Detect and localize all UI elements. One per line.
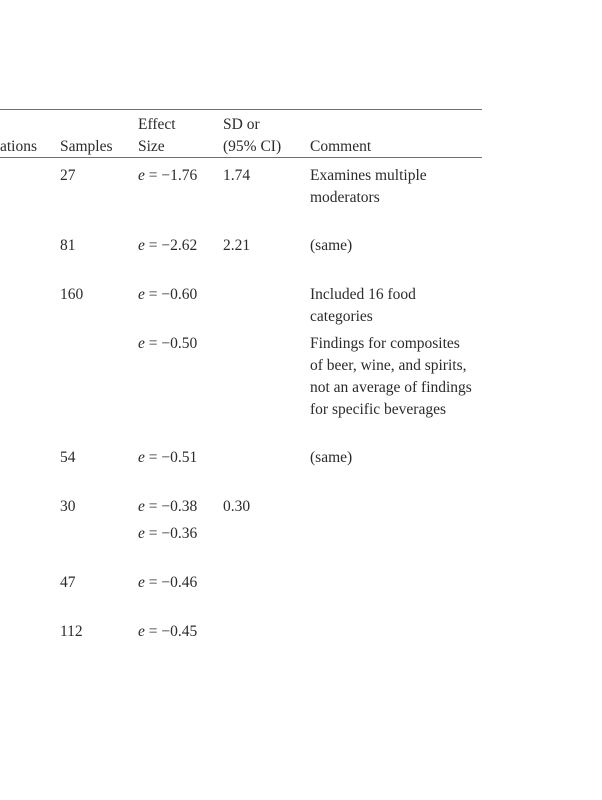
cell-effect-size [138, 447, 197, 469]
cell-sd: 1.74 [223, 167, 251, 184]
cell-samples: 54 [60, 449, 76, 466]
cell-samples: 81 [60, 237, 76, 254]
cell-comment: (same) [310, 237, 353, 254]
effect-value: = −0.38 [144, 498, 198, 515]
effect-symbol: e [138, 167, 145, 184]
effect-value: = −0.45 [144, 623, 198, 640]
effect-value: = −0.60 [144, 286, 198, 303]
effect-symbol: e [138, 498, 145, 515]
effect-symbol: e [138, 449, 145, 466]
cell-effect-size [138, 621, 197, 643]
cell-effect-size [138, 333, 197, 355]
cell-samples: 112 [60, 623, 83, 640]
effect-value: = −0.50 [144, 335, 198, 352]
cell-sd: 2.21 [223, 237, 251, 254]
header-samples: Samples [60, 138, 113, 155]
table-top-rule [0, 109, 482, 110]
effect-value: = −2.62 [144, 237, 198, 254]
effect-symbol: e [138, 574, 145, 591]
header-sd-line2: (95% CI) [223, 138, 282, 155]
effect-symbol: e [138, 623, 145, 640]
effect-symbol: e [138, 335, 145, 352]
cell-effect-size [138, 523, 197, 545]
cell-comment: Findings for composites of beer, wine, and spirits, not an average of findings for specific beverages [310, 335, 472, 418]
effect-value: = −0.36 [144, 525, 198, 542]
cell-effect-size [138, 235, 197, 257]
cell-effect-size [138, 572, 197, 594]
table-header-rule [0, 157, 482, 158]
effect-value: = −0.51 [144, 449, 198, 466]
cell-comment: (same) [310, 449, 353, 466]
effect-symbol: e [138, 237, 145, 254]
cell-effect-size [138, 165, 197, 187]
cell-comment: Examines multiple moderators [310, 167, 427, 206]
cell-samples: 47 [60, 574, 76, 591]
effect-value: = −0.46 [144, 574, 198, 591]
effect-symbol: e [138, 525, 145, 542]
header-sd-line1: SD or [223, 116, 260, 133]
cell-samples: 160 [60, 286, 84, 303]
header-comment: Comment [310, 138, 372, 155]
cell-samples: 27 [60, 167, 76, 184]
header-effect-line1: Effect [138, 116, 176, 133]
effect-value: = −1.76 [144, 167, 198, 184]
header-effect-line2: Size [138, 138, 165, 155]
cell-effect-size [138, 284, 197, 306]
cell-effect-size [138, 496, 197, 518]
cell-samples: 30 [60, 498, 76, 515]
header-partial-column: ations [0, 138, 38, 155]
cell-comment: Included 16 food categories [310, 286, 416, 325]
effect-symbol: e [138, 286, 145, 303]
cell-sd: 0.30 [223, 498, 251, 515]
